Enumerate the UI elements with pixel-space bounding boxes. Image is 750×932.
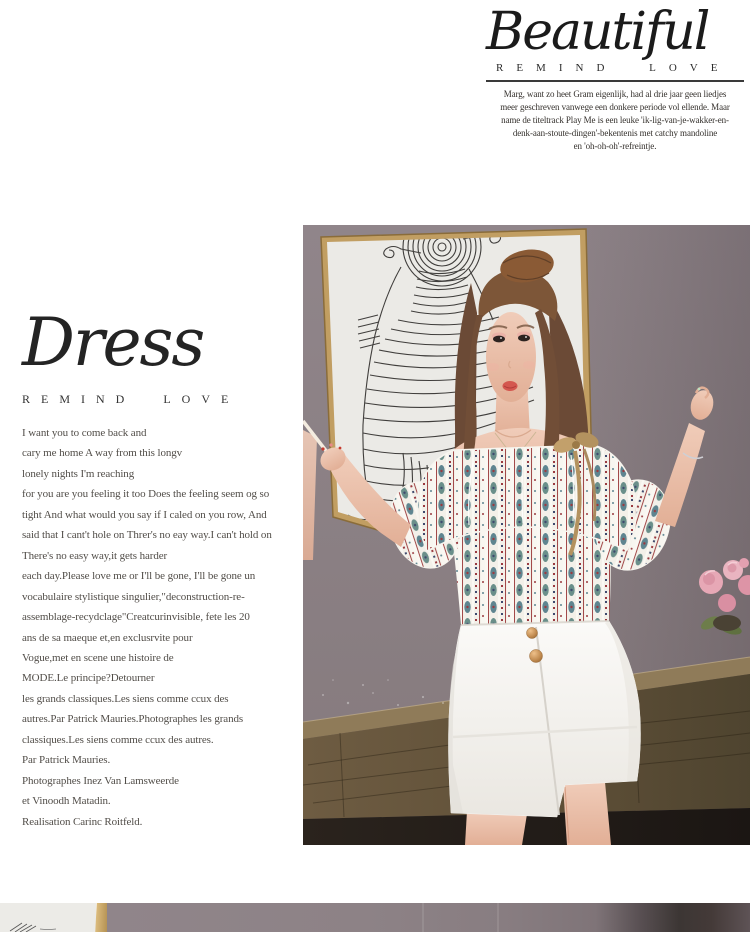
beautiful-paragraph (486, 88, 744, 153)
eye-right (518, 335, 530, 342)
nail-mint (698, 388, 701, 391)
paragraph-line: Marg, want zo heet Gram eigenlijk, had al drie jaar geen liedjes (503, 89, 727, 99)
paragraph-line: les grands classiques.Les siens comme ccux des (22, 692, 229, 705)
paragraph-line: Photographes Inez Van Lamsweerde (22, 774, 179, 787)
blush-left (487, 363, 499, 371)
paragraph-line: name de titeltrack Play Me is een leuke 'ik-lig-van-je-wakker-en- (501, 115, 729, 125)
next-photo-strip (0, 903, 750, 932)
paragraph-line: tight And what would you say if I caled on you row, And (22, 508, 267, 521)
divider-rule (486, 80, 744, 82)
paragraph-line: autres.Par Patrick Mauries.Photographes les grands (22, 713, 244, 726)
paragraph-line: et Vinoodh Matadin. (22, 795, 111, 808)
paragraph-line: Vogue,met en scene une histoire de (22, 651, 174, 664)
leg-left (465, 811, 527, 845)
eye-left (493, 336, 505, 343)
face (486, 312, 536, 402)
paragraph-line: Par Patrick Mauries. (22, 754, 111, 767)
paragraph-line: cary me home A way from this longv (22, 447, 183, 460)
wall-seam (497, 903, 499, 932)
strip-wall (107, 903, 750, 932)
skirt-button (527, 628, 538, 639)
paragraph-line: ans de sa maeque et,en exclusrvite pour (22, 631, 193, 644)
paragraph-line: vocabulaire stylistique singulier,"deconstruction-re- (22, 590, 245, 603)
dress-subtitle: REMIND LOVE (22, 392, 240, 406)
nail-red (339, 447, 342, 450)
eye-highlight (525, 336, 527, 338)
flower (718, 594, 736, 612)
blush-right (523, 361, 535, 369)
wall-seam (422, 903, 424, 932)
skirt-button (530, 650, 543, 663)
dress-title: Dress (22, 304, 204, 381)
paragraph-line: There's no easy way,it gets harder (22, 549, 168, 562)
paragraph-line: each day.Please love me or I'll be gone, I'll be gone un (22, 570, 256, 583)
paragraph-line: Realisation Carinc Roitfeld. (22, 815, 143, 828)
paragraph-line: assemblage-recydclage"Creatcurinvisible, fete les 20 (22, 611, 250, 624)
strip-canvas (0, 903, 96, 932)
paragraph-line: meer geschreven vanwege een donkere periode vol ellende. Maar (500, 102, 730, 112)
paragraph-line: said that I cant't hole on Threr's no eay way.I can't hold on (22, 529, 272, 542)
nail-red (321, 447, 324, 450)
paragraph-line: denk-aan-stoute-dingen'-bekentenis met catchy mandoline (512, 128, 718, 138)
paragraph-line: MODE.Le principe?Detourner (22, 672, 155, 685)
dress-paragraph (22, 423, 307, 832)
dress-header (22, 300, 307, 832)
beautiful-subtitle: REMIND LOVE (496, 62, 731, 74)
paragraph-line: classiques.Les siens comme ccux des autres. (22, 733, 214, 746)
beautiful-title: Beautiful (486, 2, 709, 62)
nail-pink (329, 443, 332, 446)
strip-sketch (0, 903, 96, 932)
paragraph-line: for you are you feeling it too Does the feeling seem og so (22, 488, 270, 501)
eye-highlight (500, 337, 502, 339)
paragraph-line: I want you to come back and (22, 427, 147, 439)
product-photo (303, 225, 750, 845)
paragraph-line: lonely nights I'm reaching (22, 467, 135, 480)
flower-bud (739, 558, 749, 568)
beautiful-header (486, 2, 748, 153)
paragraph-line: en 'oh-oh-oh'-refreintje. (573, 141, 657, 151)
leg-right (563, 782, 611, 845)
bouquet-base (713, 615, 741, 631)
